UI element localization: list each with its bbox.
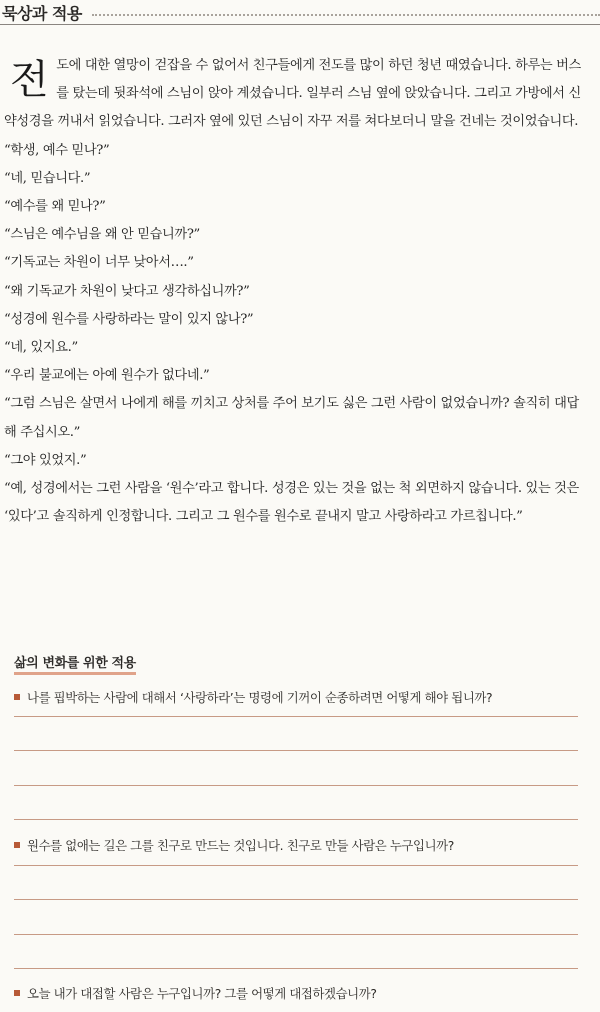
square-bullet-icon (14, 694, 20, 700)
square-bullet-icon (14, 842, 20, 848)
square-bullet-icon (14, 990, 20, 996)
dialogue-line: “성경에 원수를 사랑하라는 말이 있지 않나?” (4, 311, 254, 327)
answer-line[interactable] (14, 750, 578, 751)
drop-cap: 전 (10, 57, 49, 103)
dialogue-line: “네, 믿습니다.” (4, 170, 91, 186)
application-title: 삶의 변화를 위한 적용 (14, 652, 136, 675)
dialogue-line: “그야 있었지.” (4, 452, 87, 468)
story-body (4, 52, 584, 531)
answer-line[interactable] (14, 934, 578, 935)
dialogue-line: “왜 기독교가 차원이 낮다고 생각하십니까?” (4, 283, 250, 299)
answer-line[interactable] (14, 968, 578, 969)
dialogue-line: “기독교는 차원이 너무 낮아서….” (4, 255, 194, 271)
header-dotted-divider (92, 14, 600, 16)
question-text: 오늘 내가 대접할 사람은 누구입니까? 그를 어떻게 대접하겠습니까? (27, 986, 377, 1001)
dialogue-line: “스님은 예수님을 왜 안 믿습니까?” (4, 227, 200, 243)
dialogue-line: “우리 불교에는 아예 원수가 없다네.” (4, 368, 210, 384)
question-2 (14, 836, 584, 854)
dialogue-line: “학생, 예수 믿나?” (4, 142, 110, 158)
answer-line[interactable] (14, 819, 578, 820)
question-3 (14, 984, 584, 1002)
dialogue-line: “그럼 스님은 살면서 나에게 해를 끼치고 상처를 주어 보기도 싫은 그런 사람이 없었습니까? 솔직히 대답해 주십시오.” (4, 396, 579, 440)
dialogue-line: “예, 성경에서는 그런 사람을 ‘원수’라고 합니다. 성경은 있는 것을 없는 척 외면하지 않습니다. 있는 것은 ‘있다’고 솔직하게 인정합니다. 그리고 그 원수를 원수로 끝내지 말고 사랑하라고 가르칩니다.” (4, 481, 579, 525)
answer-line[interactable] (14, 899, 578, 900)
question-text: 원수를 없애는 길은 그를 친구로 만드는 것입니다. 친구로 만들 사람은 누구입니까? (27, 838, 454, 853)
answer-line[interactable] (14, 716, 578, 717)
question-text: 나를 핍박하는 사람에 대해서 ‘사랑하라’는 명령에 기꺼이 순종하려면 어떻게 해야 됩니까? (27, 690, 493, 705)
answer-line[interactable] (14, 865, 578, 866)
question-1 (14, 688, 584, 706)
answer-line[interactable] (14, 785, 578, 786)
section-header (0, 0, 600, 25)
dialogue-line: “네, 있지요.” (4, 340, 78, 356)
section-title: 묵상과 적용 (2, 4, 82, 23)
dialogue-line: “예수를 왜 믿나?” (4, 199, 106, 215)
story-paragraph: 도에 대한 열망이 걷잡을 수 없어서 친구들에게 전도를 많이 하던 청년 때였습니다. 하루는 버스를 탔는데 뒷좌석에 스님이 앉아 계셨습니다. 일부러 스님 옆에 앉았습니다. 그리고 가방에서 신약성경을 꺼내서 읽었습니다. 그러자 옆에 있던 스님이 자꾸 저를 쳐다보더니 말을 건네는 것이었습니다. (4, 58, 581, 130)
